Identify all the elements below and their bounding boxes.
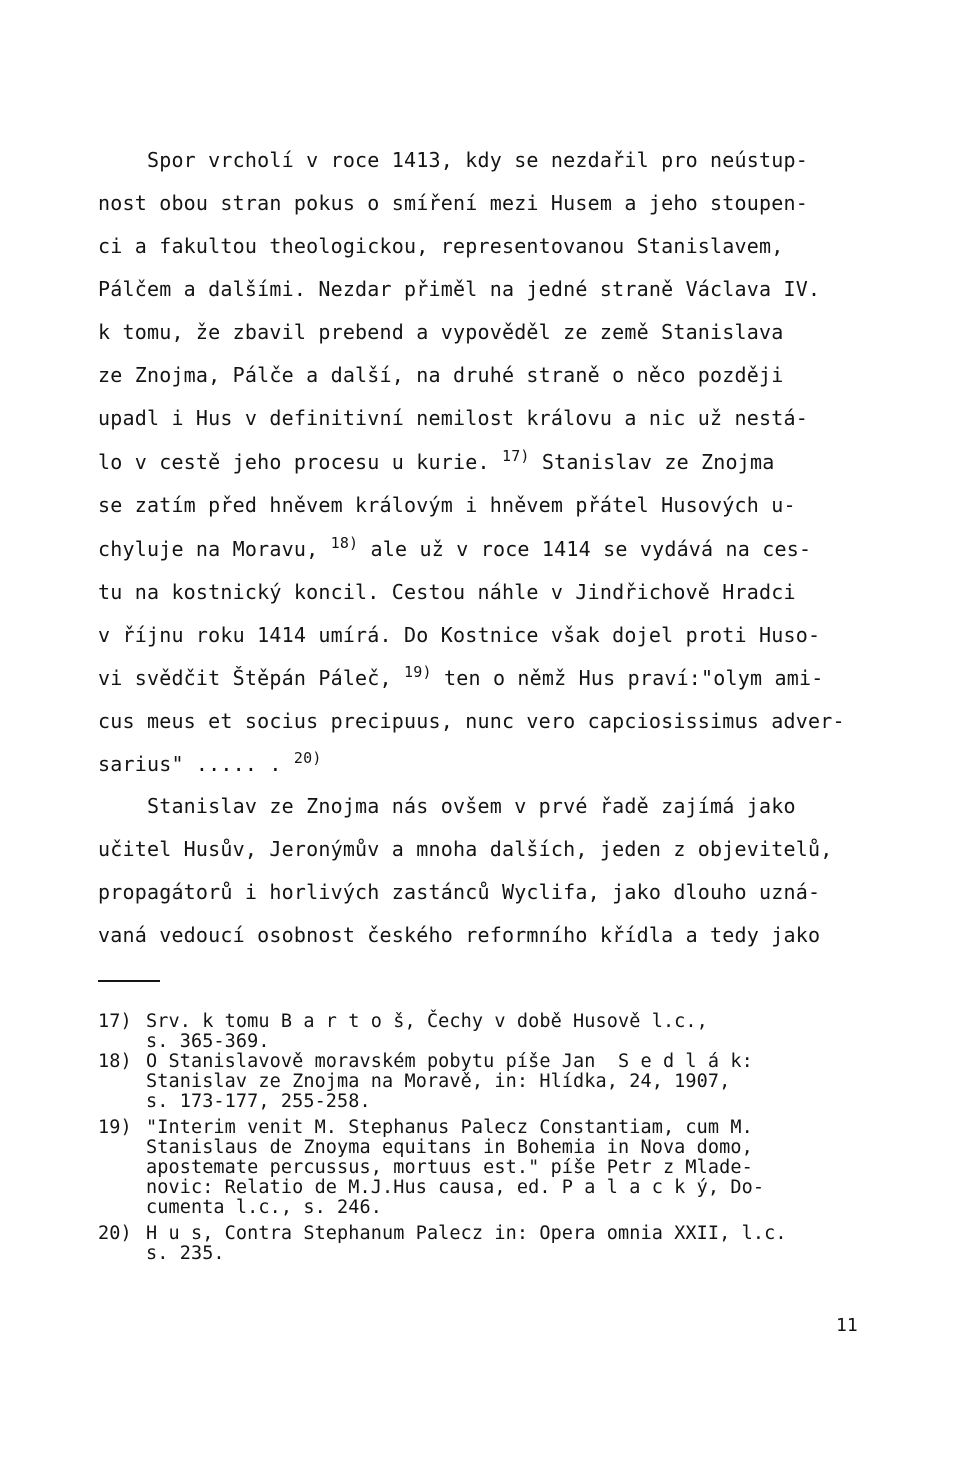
text-line: Spor vrcholí v roce 1413, kdy se nezdařil pro neústup- (98, 148, 808, 172)
footnote-line: cumenta l.c., s. 246. (146, 1197, 382, 1218)
text-line: k tomu, že zbavil prebend a vypověděl ze země Stanislava (98, 320, 784, 344)
text-segment: Stanislav ze Znojma (529, 450, 775, 474)
text-line: Pálčem a dalšími. Nezdar přiměl na jedné straně Václava IV. (98, 277, 821, 301)
text-line-with-ref-19 (98, 663, 824, 692)
text-line: tu na kostnický koncil. Cestou náhle v Jindřichově Hradci (98, 580, 796, 604)
text-line-with-ref-20 (98, 749, 322, 778)
footnote-separator (98, 980, 160, 982)
footnote-ref-20: 20) (293, 749, 322, 767)
text-line: propagátorů i horlivých zastánců Wyclifa, jako dlouho uzná- (98, 880, 821, 904)
footnote-ref-18: 18) (330, 534, 359, 552)
footnote-number: 19) (98, 1117, 132, 1138)
text-line: Stanislav ze Znojma nás ovšem v prvé řadě zajímá jako (98, 794, 796, 818)
footnote-line: novic: Relatio de M.J.Hus causa, ed. P a l a c k ý, Do- (146, 1177, 765, 1198)
text-line-with-ref-18 (98, 534, 812, 563)
footnote-number: 18) (98, 1051, 132, 1072)
text-line: upadl i Hus v definitivní nemilost královu a nic už nestá- (98, 406, 808, 430)
footnote-ref-19: 19) (404, 663, 432, 681)
text-segment: vi svědčit Štěpán Páleč, (98, 666, 392, 690)
footnote-number: 20) (98, 1223, 132, 1244)
text-line: cus meus et socius precipuus, nunc vero capciosissimus adver- (98, 709, 845, 733)
text-segment: sarius" ..... . (98, 752, 282, 776)
page-number: 11 (836, 1315, 858, 1336)
text-line: učitel Husův, Jeronýmův a mnoha dalších, jeden z objevitelů, (98, 837, 833, 861)
text-line: ze Znojma, Pálče a další, na druhé straně o něco později (98, 363, 784, 387)
footnote-line: "Interim venit M. Stephanus Palecz Constantiam, cum M. (146, 1117, 753, 1138)
text-line: vaná vedoucí osobnost českého reformního křídla a tedy jako (98, 923, 821, 947)
text-segment: chyluje na Moravu, (98, 537, 319, 561)
text-line: v říjnu roku 1414 umírá. Do Kostnice však dojel proti Huso- (98, 623, 821, 647)
footnote-line: apostemate percussus, mortuus est." píše Petr z Mlade- (146, 1157, 753, 1178)
text-segment: ale už v roce 1414 se vydává na ces- (358, 537, 812, 561)
text-segment: ten o němž Hus praví:"olym ami- (431, 666, 824, 690)
footnote-line: s. 173-177, 255-258. (146, 1091, 371, 1112)
footnote-ref-17: 17) (501, 447, 530, 465)
footnote-line: Stanislav ze Znojma na Moravě, in: Hlídka, 24, 1907, (146, 1071, 731, 1092)
text-line-with-ref-17 (98, 447, 775, 476)
text-line: nost obou stran pokus o smíření mezi Husem a jeho stoupen- (98, 191, 808, 215)
footnote-line: Srv. k tomu B a r t o š, Čechy v době Husově l.c., (146, 1011, 708, 1032)
text-segment: lo v cestě jeho procesu u kurie. (98, 450, 490, 474)
footnote-number: 17) (98, 1011, 132, 1032)
footnote-line: s. 365-369. (146, 1031, 270, 1052)
text-line: se zatím před hněvem královým i hněvem přátel Husových u- (98, 493, 796, 517)
text-line: ci a fakultou theologickou, representovanou Stanislavem, (98, 234, 784, 258)
footnote-line: s. 235. (146, 1243, 225, 1264)
footnote-line: Stanislaus de Znoyma equitans in Bohemia in Nova domo, (146, 1137, 753, 1158)
footnote-line: O Stanislavově moravském pobytu píše Jan S e d l á k: (146, 1051, 753, 1072)
footnote-line: H u s, Contra Stephanum Palecz in: Opera omnia XXII, l.c. (146, 1223, 787, 1244)
